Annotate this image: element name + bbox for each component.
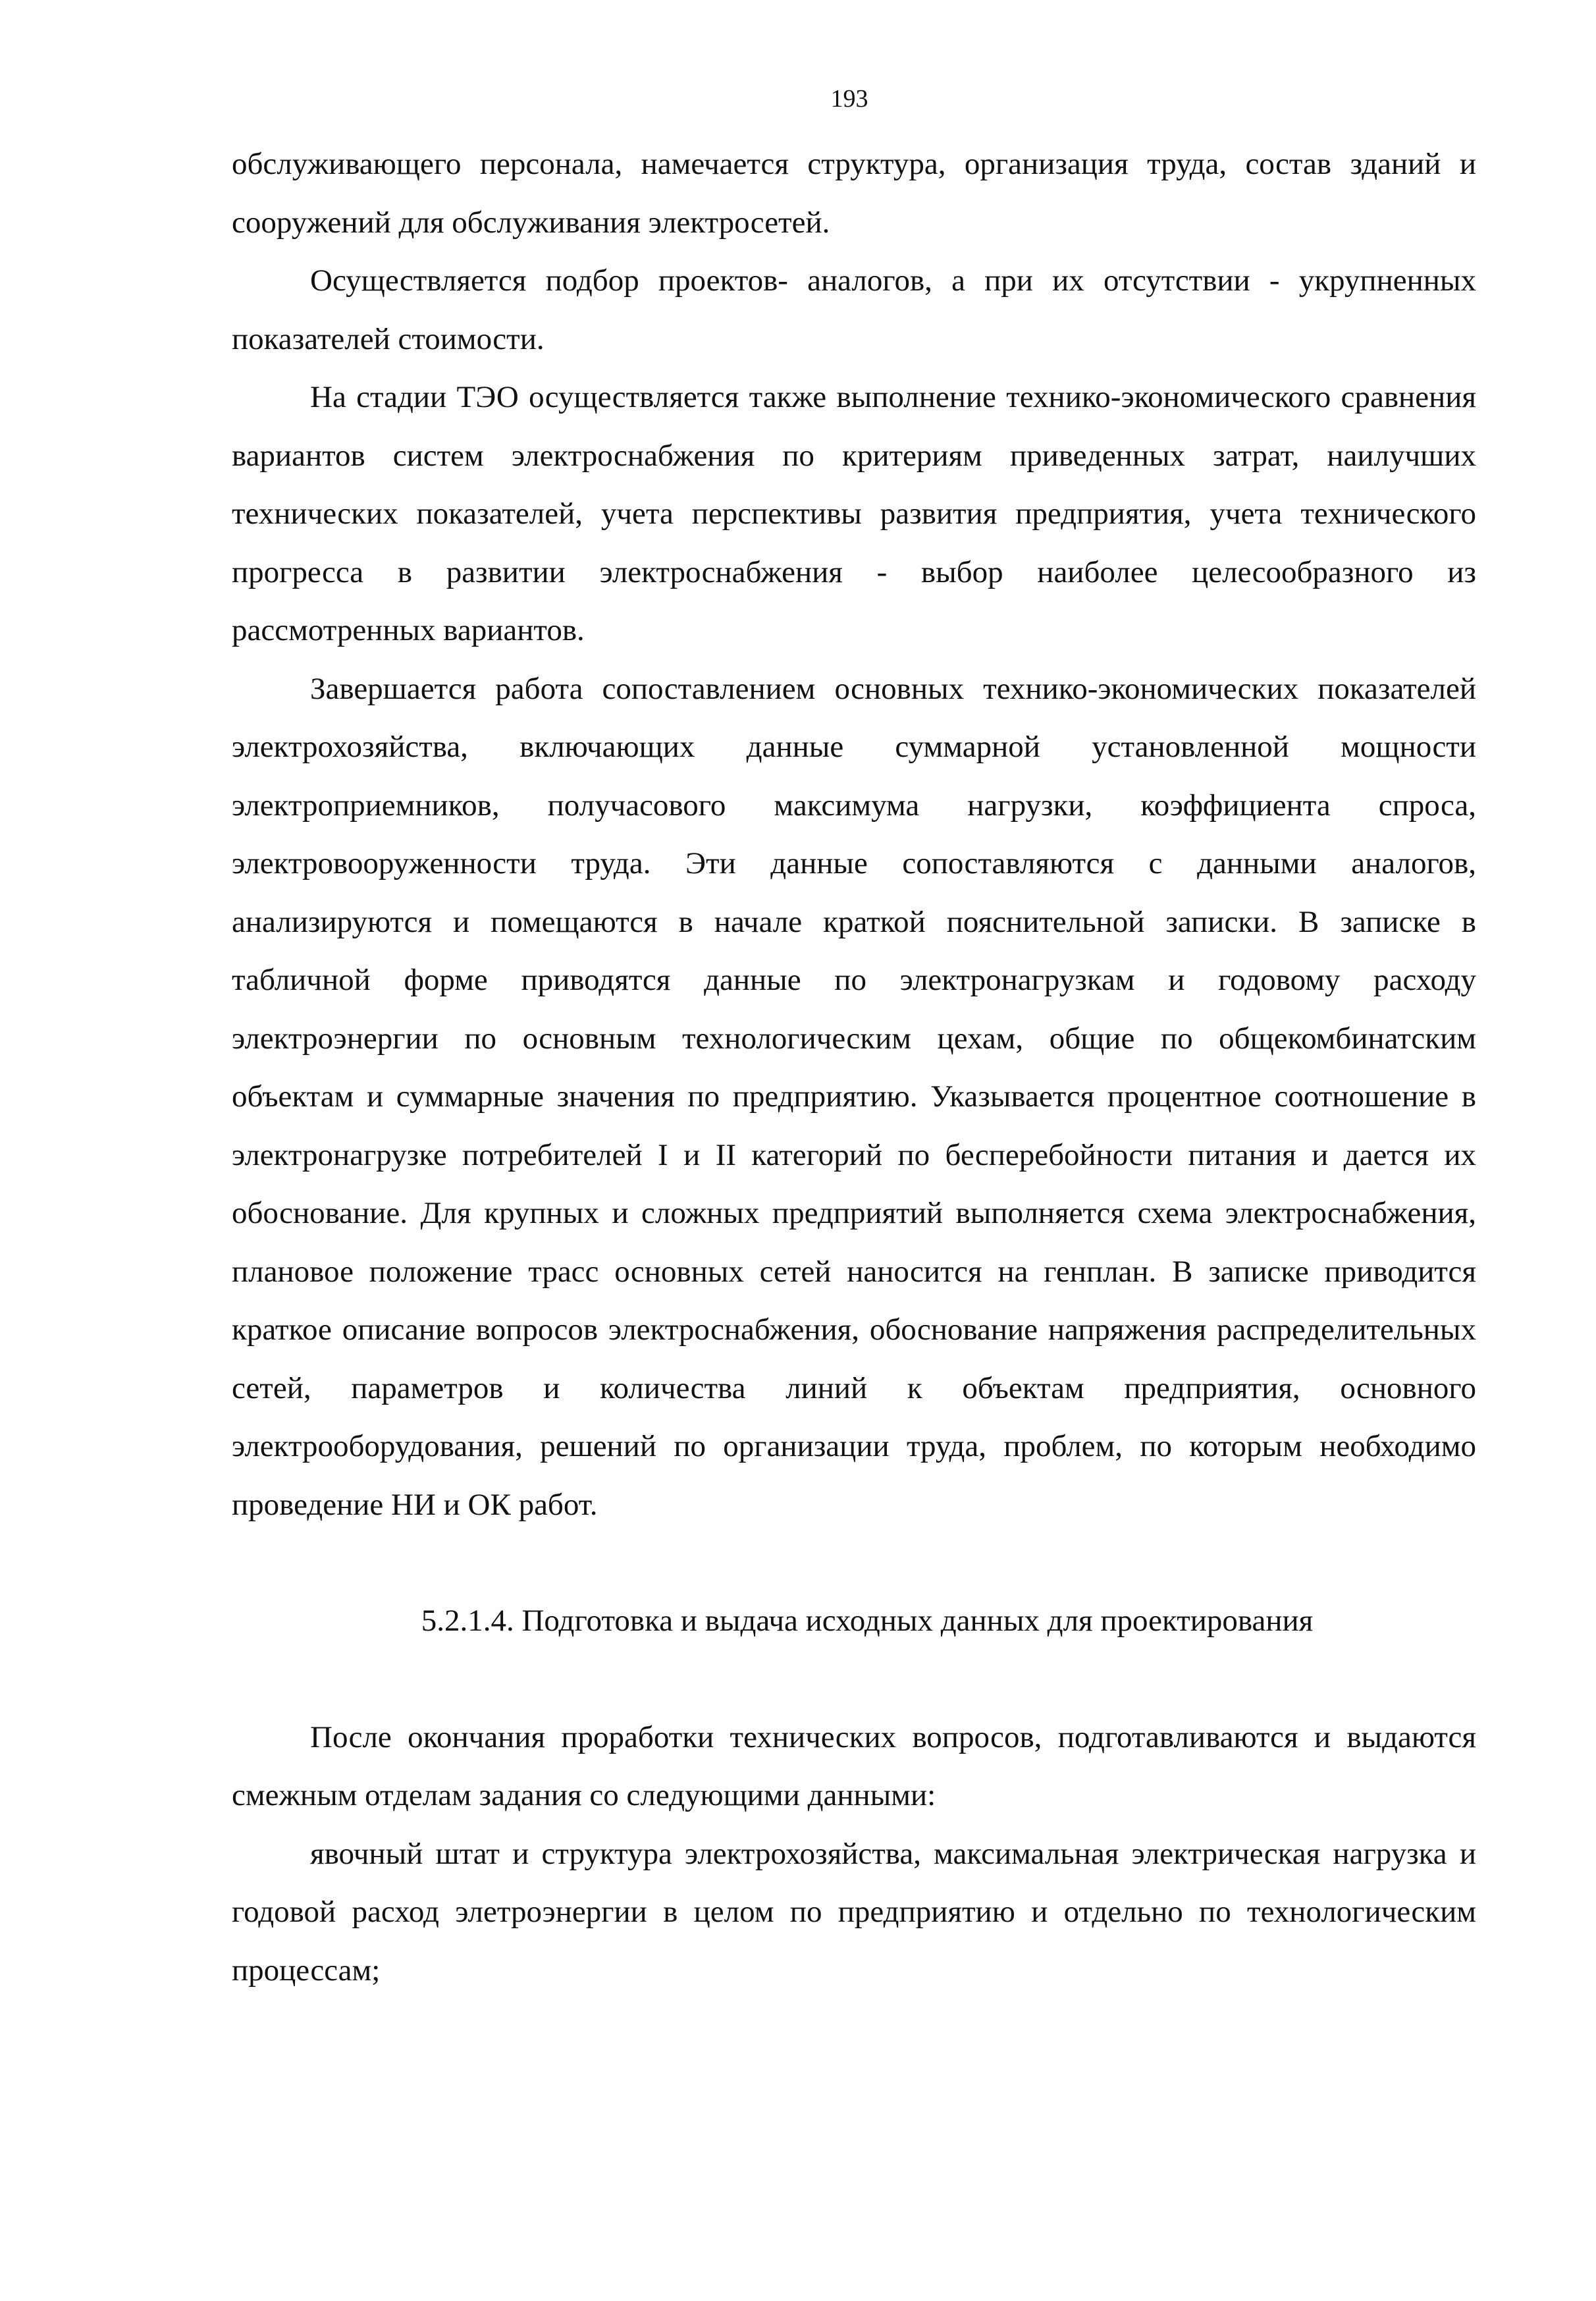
page-number: 193 [830, 85, 868, 113]
paragraph-staffing-and-load: явочный штат и структура электрохозяйства, максимальная электрическая нагрузка и годовой расход элетроэнергии в целом по предприятию и отдельно по технологическим процессам; [232, 1836, 1476, 1988]
paragraph-completion-of-work: Завершается работа сопоставлением основных технико-экономических показателей электрохозяйства, включающих данные суммарной установленной мощности электроприемников, получасового максимума нагрузки, коэффициента спроса, электровооруженности труда. Эти данные сопоставляются с данными аналогов, анализируются и помещаются в начале краткой пояснительной записки. В записке в табличной форме приводятся данные по электронагрузкам и годовому расходу электроэнергии по основным технологическим цехам, общие по общекомбинатским объектам и суммарные значения по предприятию. Указывается процентное соотношение в электронагрузке потребителей I и II категорий по бесперебойности питания и дается их обоснование. Для крупных и сложных предприятий выполняется схема электроснабжения, плановое положение трасс основных сетей наносится на генплан. В записке приводится краткое описание вопросов электроснабжения, обоснование напряжения распределительных сетей, параметров и количества линий к объектам предприятия, основного электрооборудования, решений по организации труда, проблем, по которым необходимо проведение НИ и ОК работ. [232, 671, 1476, 1522]
spacer [232, 1534, 1476, 1592]
paragraph-continuation: обслуживающего персонала, намечается структура, организация труда, состав зданий и сооружений для обслуживания электросетей. [232, 147, 1476, 240]
section-heading: 5.2.1.4. Подготовка и выдача исходных данных для проектирования [421, 1604, 1314, 1638]
spacer [232, 1650, 1476, 1708]
paragraph-analog-projects: Осуществляется подбор проектов- аналогов, а при их отсутствии - укрупненных показателей стоимости. [232, 263, 1476, 356]
paragraph-feasibility-stage: На стадии ТЭО осуществляется также выполнение технико-экономического сравнения вариантов систем электроснабжения по критериям приведенных затрат, наилучших технических показателей, учета перспективы развития предприятия, учета технического прогресса в развитии электроснабжения - выбор наиболее целесообразного из рассмотренных вариантов. [232, 380, 1476, 647]
paragraph-after-technical-issues: После окончания проработки технических вопросов, подготавливаются и выдаются смежным отделам задания со следующими данными: [232, 1719, 1476, 1812]
document-body [232, 135, 1476, 1999]
